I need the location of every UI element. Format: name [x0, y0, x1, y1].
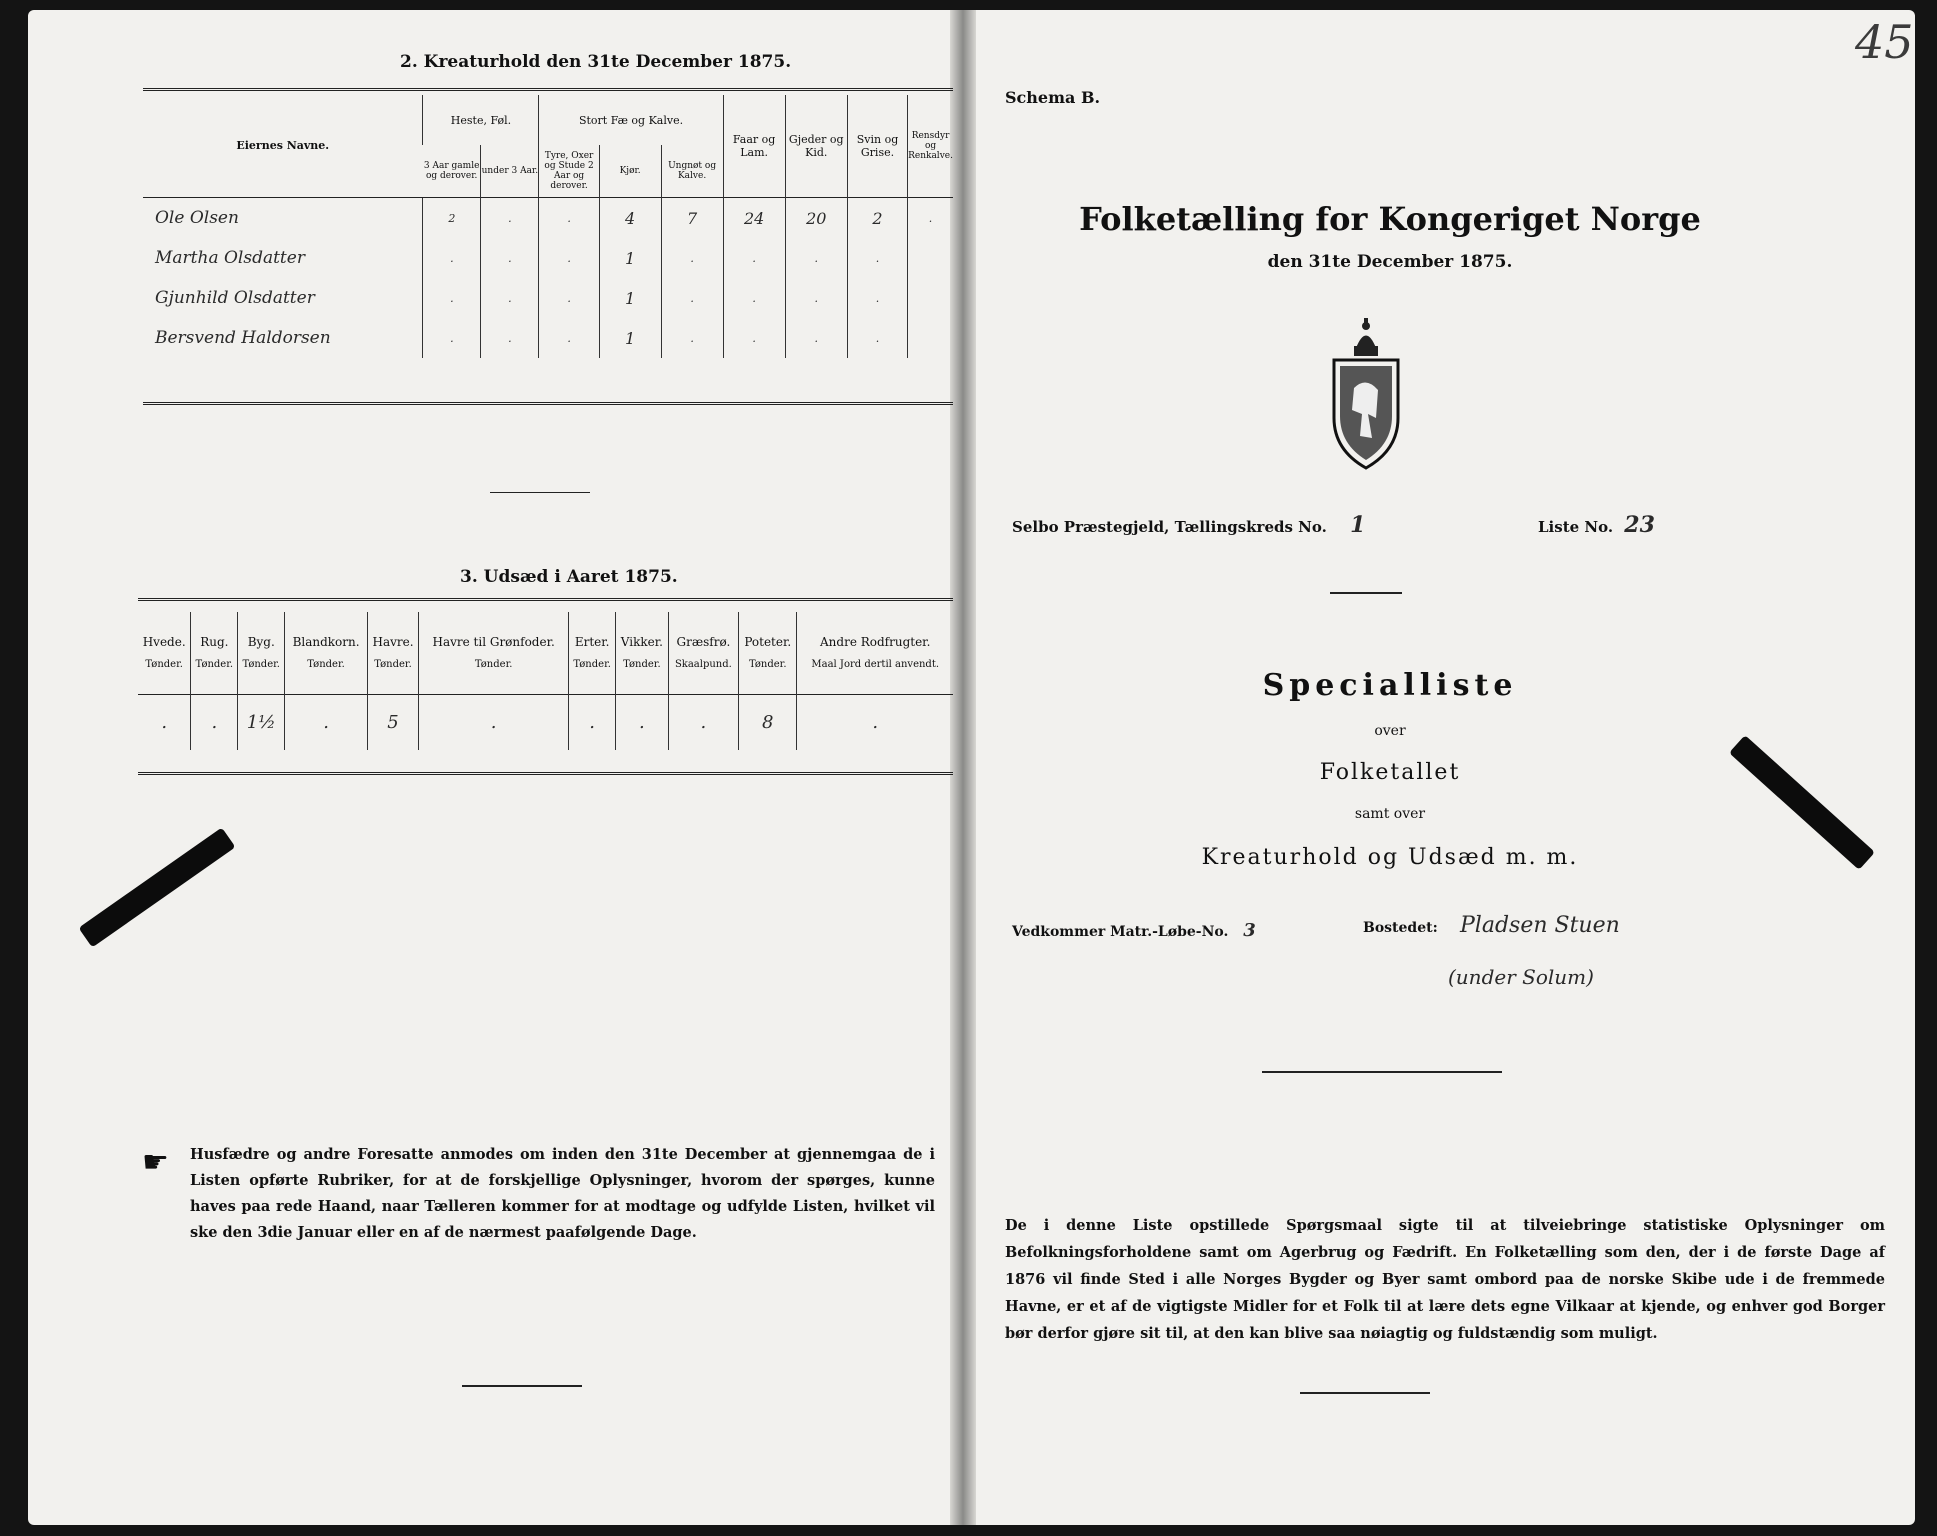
seed-value: .	[797, 695, 953, 750]
seed-col-header	[616, 612, 669, 694]
cell: .	[661, 238, 723, 278]
seed-col-label: Græsfrø.	[676, 635, 731, 650]
seed-col-label: Erter.	[574, 635, 610, 650]
col-horses-young: under 3 Aar.	[481, 145, 539, 197]
owner-name: Bersvend Haldorsen	[155, 328, 331, 348]
seed-col-header	[797, 612, 953, 694]
col-pigs: Svin og Grise.	[847, 95, 907, 197]
cell: .	[785, 318, 847, 358]
divider	[462, 1385, 582, 1387]
cell: .	[423, 318, 481, 358]
table-row	[143, 278, 953, 318]
cell: .	[481, 278, 539, 318]
seed-col-header	[238, 612, 285, 694]
notice-text: Husfædre og andre Foresatte anmodes om inden den 31te December at gjennemgaa de i Listen opførte Rubriker, for at de forskjellige Oplysninger, hvorom der spørges, kunne haves paa rede Haand, naar Tælleren kommer for at modtage og udfylde Listen, hvilket vil ske den 3die Januar eller en af de nærmest paafølgende Dage.	[190, 1146, 935, 1241]
cell: 24	[723, 198, 785, 238]
list-label: Liste No.	[1538, 518, 1614, 536]
seed-col-unit: Tønder.	[242, 659, 280, 671]
main-title: Folketælling for Kongeriget Norge	[1079, 200, 1701, 238]
cell: .	[785, 238, 847, 278]
kreaturhold-label: Kreaturhold og Udsæd m. m.	[1201, 845, 1579, 870]
bosted-line2: (under Solum)	[1448, 965, 1594, 989]
seed-col-unit: Tønder.	[749, 659, 787, 671]
seed-col-header	[191, 612, 238, 694]
col-horses-group: Heste, Føl.	[423, 95, 539, 145]
table-bottom-rule	[143, 402, 953, 405]
cell: .	[847, 238, 907, 278]
folketallet-label: Folketallet	[1319, 760, 1461, 785]
book-gutter	[950, 10, 976, 1525]
seed-col-unit: Skaalpund.	[674, 659, 732, 671]
cell: .	[423, 238, 481, 278]
col-cattle-group: Stort Fæ og Kalve.	[539, 95, 723, 145]
seed-col-header	[367, 612, 418, 694]
seed-value: .	[569, 695, 616, 750]
table-row	[143, 198, 953, 238]
cell: .	[661, 318, 723, 358]
norwegian-coat-of-arms-icon	[1326, 318, 1406, 470]
seed-value: .	[285, 695, 368, 750]
seed-col-header	[739, 612, 797, 694]
cell: .	[539, 278, 599, 318]
special-title: Specialliste	[1262, 668, 1518, 703]
cell: .	[539, 318, 599, 358]
seed-col-header	[569, 612, 616, 694]
seed-col-unit: Tønder.	[474, 659, 513, 671]
col-sheep: Faar og Lam.	[723, 95, 785, 197]
divider	[1330, 592, 1402, 594]
divider	[1300, 1392, 1430, 1394]
cell: 20	[785, 198, 847, 238]
seed-value: .	[191, 695, 238, 750]
seed-value: 1½	[238, 695, 285, 750]
seed-table-bottom-rule	[138, 772, 953, 775]
list-number: 23	[1624, 512, 1655, 538]
cell: .	[539, 238, 599, 278]
col-reindeer: Rensdyr og Renkalve.	[908, 95, 953, 197]
bosted-label: Bostedet:	[1363, 920, 1438, 936]
seed-col-unit: Tønder.	[195, 659, 234, 671]
cell: .	[423, 278, 481, 318]
col-goats: Gjeder og Kid.	[785, 95, 847, 197]
schema-label: Schema B.	[1005, 88, 1101, 107]
cell	[908, 278, 953, 318]
cell: 7	[661, 198, 723, 238]
cell: .	[539, 198, 599, 238]
cell: 4	[599, 198, 661, 238]
cell: .	[481, 238, 539, 278]
cell: .	[661, 278, 723, 318]
seed-col-unit: Tønder.	[623, 659, 661, 671]
section3-heading: 3. Udsæd i Aaret 1875.	[460, 567, 678, 587]
col-young-cattle: Ungnøt og Kalve.	[661, 145, 723, 197]
table-row	[143, 318, 953, 358]
col-cows: Kjør.	[599, 145, 661, 197]
seed-col-unit: Tønder.	[573, 659, 611, 671]
livestock-table	[143, 95, 953, 358]
owner-name: Gjunhild Olsdatter	[155, 288, 315, 308]
seed-value: 8	[739, 695, 797, 750]
cell: 1	[599, 318, 661, 358]
col-owner: Eiernes Navne.	[236, 139, 330, 153]
seed-col-label: Havre.	[372, 635, 414, 650]
seed-value: .	[616, 695, 669, 750]
list-line	[1538, 512, 1655, 538]
district-line	[1012, 512, 1365, 538]
owner-name: Ole Olsen	[155, 208, 239, 228]
seed-table	[138, 612, 953, 750]
seed-col-label: Hvede.	[142, 635, 186, 650]
seed-col-unit: Tønder.	[374, 659, 412, 671]
seed-col-header	[668, 612, 738, 694]
table-row	[138, 695, 953, 750]
seed-value: .	[419, 695, 569, 750]
district-number: 1	[1350, 512, 1366, 538]
seed-col-header	[285, 612, 368, 694]
col-bulls: Tyre, Oxer og Stude 2 Aar og derover.	[539, 145, 599, 197]
samt-over-label: samt over	[1354, 806, 1426, 822]
seed-col-header	[419, 612, 569, 694]
seed-col-label: Poteter.	[744, 635, 792, 650]
seed-col-label: Byg.	[247, 635, 275, 650]
cell: .	[785, 278, 847, 318]
cell: .	[481, 198, 539, 238]
col-horses-old: 3 Aar gamle og derover.	[423, 160, 480, 181]
cell: 2	[423, 198, 481, 238]
matr-label: Vedkommer Matr.-Løbe-No.	[1012, 924, 1229, 940]
footer-text: De i denne Liste opstillede Spørgsmaal sigte til at tilveiebringe statistiske Oplysninger om Befolkningsforholdene samt om Agerbrug og Fædrift. En Folketælling som den, der i de første Dage af 1876 vil finde Sted i alle Norges Bygder og Byer samt ombord paa de norske Skibe ude i de fremmede Havne, er et af de vigtigste Midler for et Folk til at lære dets egne Vilkaar at kjende, og enhver god Borger bør derfor gjøre sit til, at den kan blive saa nøiagtig og fuldstændig som muligt.	[1005, 1217, 1885, 1342]
seed-col-unit: Maal Jord dertil anvendt.	[811, 659, 940, 671]
page-number: 45	[1855, 15, 1914, 69]
seed-col-label: Blandkorn.	[292, 635, 360, 650]
cell: 1	[599, 278, 661, 318]
section2-heading: 2. Kreaturhold den 31te December 1875.	[400, 52, 792, 72]
cell	[908, 318, 953, 358]
pointing-hand-icon: ☛	[142, 1145, 169, 1180]
seed-value: .	[161, 712, 168, 733]
cell: 2	[847, 198, 907, 238]
cell: 1	[599, 238, 661, 278]
cell: .	[723, 278, 785, 318]
cell	[908, 238, 953, 278]
bosted-line1: Pladsen Stuen	[1460, 913, 1620, 938]
over-label: over	[1374, 723, 1406, 739]
table-top-rule	[143, 88, 953, 91]
district-label: Selbo Præstegjeld, Tællingskreds No.	[1012, 518, 1327, 536]
cell: .	[723, 238, 785, 278]
instructions-notice	[190, 1142, 935, 1246]
census-date: den 31te December 1875.	[1267, 252, 1513, 272]
seed-value: .	[668, 695, 738, 750]
seed-col-label: Rug.	[200, 635, 229, 650]
owner-name: Martha Olsdatter	[155, 248, 305, 268]
matr-value: 3	[1243, 920, 1256, 941]
cell: .	[723, 318, 785, 358]
cell: .	[908, 198, 953, 238]
divider	[490, 492, 590, 493]
seed-col-label: Vikker.	[620, 635, 663, 650]
seed-value: 5	[367, 695, 418, 750]
seed-col-header	[138, 612, 191, 694]
seed-col-label: Andre Rodfrugter.	[820, 635, 931, 650]
cell: .	[481, 318, 539, 358]
table-row	[143, 238, 953, 278]
divider	[1262, 1071, 1502, 1073]
seed-col-unit: Tønder.	[145, 659, 183, 671]
seed-col-unit: Tønder.	[307, 659, 345, 671]
seed-col-label: Havre til Grønfoder.	[432, 635, 555, 650]
seed-table-top-rule	[138, 598, 953, 601]
cell: .	[847, 278, 907, 318]
cell: .	[847, 318, 907, 358]
matr-line	[1012, 920, 1256, 941]
